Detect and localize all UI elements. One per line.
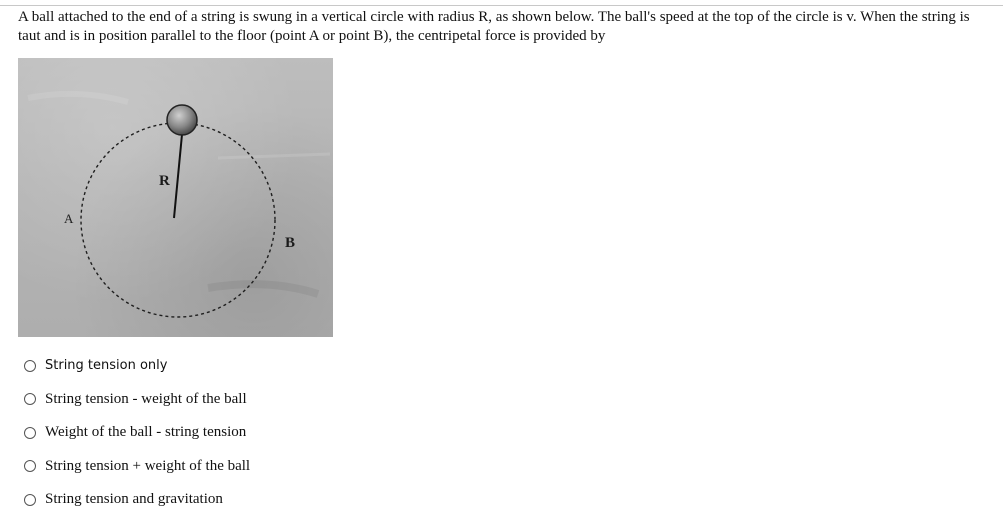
option-weight-minus-tension[interactable]	[24, 423, 250, 442]
figure-diagram	[18, 58, 333, 337]
answer-options	[24, 356, 250, 524]
question-text: A ball attached to the end of a string is swung in a vertical circle with radius R, as shown below. The ball's speed at the top of the circle is v. When the string is taut and is in position parallel to the floor (point A or point B), the centripetal force is provided by	[18, 9, 970, 44]
option-string-tension-only[interactable]	[24, 356, 250, 375]
radio-button[interactable]	[24, 427, 36, 439]
label-radius: R	[159, 173, 170, 189]
vertical-circle-figure	[18, 58, 333, 337]
radio-button[interactable]	[24, 360, 36, 372]
ball	[167, 105, 197, 135]
label-point-a: A	[64, 211, 74, 226]
top-divider	[0, 5, 1003, 6]
radio-button[interactable]	[24, 460, 36, 472]
option-label: Weight of the ball - string tension	[45, 424, 247, 440]
radio-button[interactable]	[24, 494, 36, 506]
option-label: String tension + weight of the ball	[45, 457, 251, 474]
string-line	[174, 124, 183, 218]
option-label: String tension - weight of the ball	[45, 390, 247, 407]
option-tension-and-gravitation[interactable]	[24, 490, 250, 509]
option-tension-plus-weight[interactable]	[24, 457, 250, 476]
option-tension-minus-weight[interactable]	[24, 390, 250, 409]
option-label: String tension and gravitation	[45, 491, 223, 507]
radio-button[interactable]	[24, 393, 36, 405]
label-point-b: B	[285, 235, 296, 251]
option-label: String tension only	[45, 358, 168, 373]
